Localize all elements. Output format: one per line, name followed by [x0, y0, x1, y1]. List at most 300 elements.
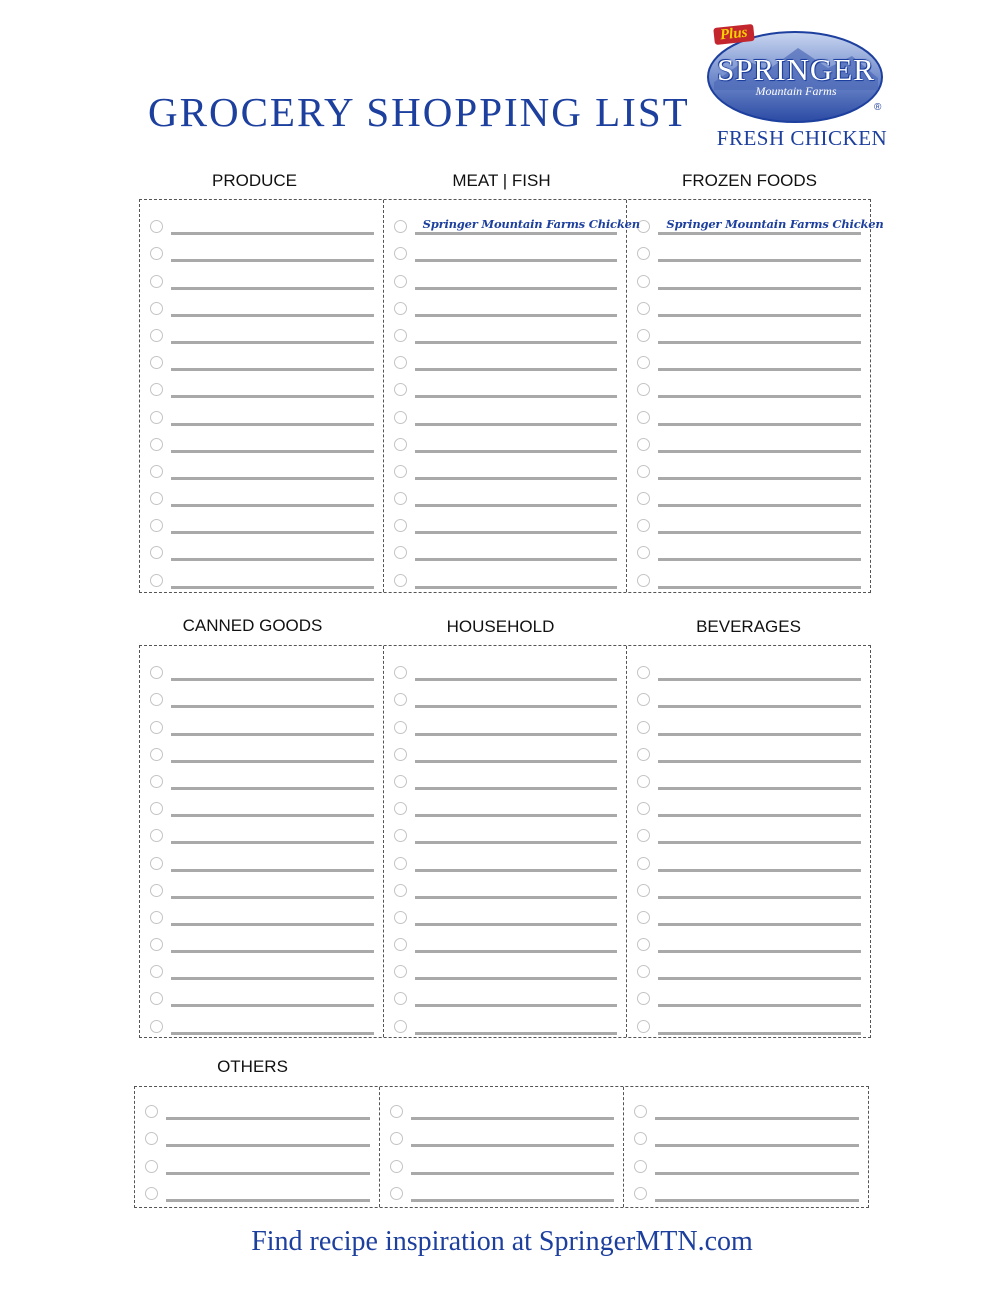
checkbox-circle[interactable]: [150, 492, 163, 505]
write-in-line[interactable]: [415, 798, 618, 817]
list-column: [140, 200, 383, 592]
list-item: [140, 844, 383, 871]
write-in-line[interactable]: [415, 243, 618, 262]
list-column: [626, 646, 870, 1037]
write-in-line[interactable]: [415, 880, 618, 899]
write-in-line[interactable]: [171, 907, 374, 926]
write-in-line[interactable]: [658, 461, 861, 480]
write-in-line[interactable]: [658, 662, 861, 681]
write-in-line[interactable]: [415, 542, 618, 561]
list-item: [380, 1093, 624, 1120]
write-in-line[interactable]: [415, 298, 618, 317]
list-item: [627, 953, 870, 980]
checkbox-circle[interactable]: [145, 1105, 158, 1118]
write-in-line[interactable]: [415, 352, 618, 371]
list-item: [140, 790, 383, 817]
write-in-line[interactable]: [171, 352, 374, 371]
checkbox-circle[interactable]: [150, 329, 163, 342]
list-item: [140, 480, 383, 507]
write-in-line[interactable]: [411, 1156, 615, 1175]
list-item: [627, 872, 870, 899]
list-item: [627, 453, 870, 480]
checkbox-circle[interactable]: [150, 546, 163, 559]
list-item: [135, 1147, 379, 1174]
write-in-line[interactable]: [415, 771, 618, 790]
write-in-line[interactable]: [655, 1128, 859, 1147]
list-item: [384, 708, 627, 735]
page-title: GROCERY SHOPPING LIST: [148, 89, 690, 135]
list-item: [384, 872, 627, 899]
checkbox-circle[interactable]: [394, 247, 407, 260]
list-item: [135, 1175, 379, 1202]
checkbox-circle[interactable]: [637, 775, 650, 788]
list-item: [140, 426, 383, 453]
checkbox-circle[interactable]: [637, 802, 650, 815]
section-title-meat-fish: MEAT | FISH: [452, 171, 551, 190]
write-in-line[interactable]: [171, 325, 374, 344]
checkbox-circle[interactable]: [150, 693, 163, 706]
write-in-line[interactable]: [415, 434, 618, 453]
list-item: [140, 708, 383, 735]
write-in-line[interactable]: [658, 216, 884, 235]
checkbox-circle[interactable]: [145, 1187, 158, 1200]
checkbox-circle[interactable]: [150, 438, 163, 451]
write-in-line[interactable]: [415, 461, 618, 480]
write-in-line[interactable]: [658, 352, 861, 371]
write-in-line[interactable]: [171, 379, 374, 398]
list-item: [627, 371, 870, 398]
checkbox-circle[interactable]: [394, 383, 407, 396]
list-item: [624, 1093, 868, 1120]
write-in-line[interactable]: [658, 488, 861, 507]
list-item: [380, 1175, 624, 1202]
write-in-line[interactable]: [171, 271, 374, 290]
list-item: [140, 817, 383, 844]
list-item: [627, 235, 870, 262]
write-in-line[interactable]: [415, 988, 618, 1007]
write-in-line[interactable]: [171, 243, 374, 262]
checkbox-circle[interactable]: [394, 693, 407, 706]
list-column: [383, 200, 640, 592]
list-item: [384, 290, 627, 317]
write-in-line[interactable]: [658, 934, 861, 953]
write-in-line[interactable]: [658, 1016, 861, 1035]
list-item: [624, 1175, 868, 1202]
checkbox-circle[interactable]: [637, 748, 650, 761]
write-in-line[interactable]: [171, 717, 374, 736]
list-item: [140, 899, 383, 926]
write-in-line[interactable]: [171, 744, 374, 763]
write-in-line[interactable]: [415, 379, 618, 398]
checkbox-circle[interactable]: [394, 302, 407, 315]
list-item: [140, 371, 383, 398]
write-in-line[interactable]: [415, 1016, 618, 1035]
write-in-line[interactable]: [415, 934, 618, 953]
write-in-line[interactable]: [171, 1016, 374, 1035]
checkbox-circle[interactable]: [394, 721, 407, 734]
list-column: [135, 1087, 379, 1207]
list-item: [384, 681, 627, 708]
write-in-line[interactable]: [166, 1101, 370, 1120]
list-item: [384, 507, 627, 534]
checkbox-circle[interactable]: [637, 666, 650, 679]
list-item: [140, 262, 383, 289]
checkbox-circle[interactable]: [394, 519, 407, 532]
list-item: [384, 817, 627, 844]
write-in-line[interactable]: [658, 798, 861, 817]
list-item: [380, 1147, 624, 1174]
checkbox-circle[interactable]: [637, 857, 650, 870]
list-column: [383, 646, 627, 1037]
write-in-line[interactable]: [166, 1183, 370, 1202]
write-in-line[interactable]: [658, 243, 861, 262]
checkbox-circle[interactable]: [637, 693, 650, 706]
checkbox-circle[interactable]: [150, 829, 163, 842]
list-item: [140, 561, 383, 588]
write-in-line[interactable]: [411, 1128, 615, 1147]
checkbox-circle[interactable]: [150, 275, 163, 288]
checkbox-circle[interactable]: [637, 356, 650, 369]
checkbox-circle[interactable]: [150, 247, 163, 260]
write-in-line[interactable]: [658, 542, 861, 561]
checkbox-circle[interactable]: [150, 302, 163, 315]
list-item: [627, 317, 870, 344]
write-in-line[interactable]: [166, 1128, 370, 1147]
checkbox-circle[interactable]: [394, 220, 407, 233]
write-in-line[interactable]: [658, 853, 861, 872]
checkbox-circle[interactable]: [150, 775, 163, 788]
write-in-line[interactable]: [411, 1101, 615, 1120]
list-item: [140, 507, 383, 534]
list-item: [140, 290, 383, 317]
write-in-line[interactable]: [658, 988, 861, 1007]
checkbox-circle[interactable]: [150, 802, 163, 815]
list-item: [627, 763, 870, 790]
write-in-line[interactable]: [171, 662, 374, 681]
checkbox-circle[interactable]: [150, 992, 163, 1005]
checkbox-circle[interactable]: [394, 748, 407, 761]
checkbox-circle[interactable]: [150, 1020, 163, 1033]
write-in-line[interactable]: [658, 407, 861, 426]
list-item: [380, 1120, 624, 1147]
section-title-beverages: BEVERAGES: [696, 617, 801, 636]
write-in-line[interactable]: [171, 689, 374, 708]
checkbox-circle[interactable]: [150, 911, 163, 924]
write-in-line[interactable]: [171, 961, 374, 980]
write-in-line[interactable]: [415, 325, 618, 344]
list-item: [140, 681, 383, 708]
list-item: [627, 262, 870, 289]
write-in-line[interactable]: [658, 379, 861, 398]
write-in-line[interactable]: [658, 907, 861, 926]
list-item: [384, 790, 627, 817]
list-item: [135, 1120, 379, 1147]
checkbox-circle[interactable]: [637, 911, 650, 924]
write-in-line[interactable]: [171, 853, 374, 872]
logo-registered: ®: [874, 102, 882, 113]
prefilled-item-text: Springer Mountain Farms Chicken: [422, 217, 640, 232]
write-in-line[interactable]: [658, 771, 861, 790]
list-item: [627, 817, 870, 844]
list-column: [626, 200, 884, 592]
checkbox-circle[interactable]: [394, 911, 407, 924]
checkbox-circle[interactable]: [150, 465, 163, 478]
write-in-line[interactable]: [171, 798, 374, 817]
checkbox-circle[interactable]: [637, 546, 650, 559]
checkbox-circle[interactable]: [394, 492, 407, 505]
checkbox-circle[interactable]: [150, 938, 163, 951]
checkbox-circle[interactable]: [394, 275, 407, 288]
checkbox-circle[interactable]: [394, 965, 407, 978]
list-item: [384, 736, 627, 763]
write-in-line[interactable]: [415, 515, 618, 534]
write-in-line[interactable]: [658, 825, 861, 844]
write-in-line[interactable]: [166, 1156, 370, 1175]
write-in-line[interactable]: [171, 407, 374, 426]
checkbox-circle[interactable]: [637, 992, 650, 1005]
checkbox-circle[interactable]: [637, 829, 650, 842]
list-item: [135, 1093, 379, 1120]
write-in-line[interactable]: [415, 271, 618, 290]
list-item: [627, 980, 870, 1007]
list-item: [627, 708, 870, 735]
checkbox-circle[interactable]: [637, 247, 650, 260]
checkbox-circle[interactable]: [637, 965, 650, 978]
list-item: [627, 208, 884, 235]
write-in-line[interactable]: [415, 961, 618, 980]
checkbox-circle[interactable]: [394, 938, 407, 951]
write-in-line[interactable]: [171, 542, 374, 561]
list-item: [627, 480, 870, 507]
checkbox-circle[interactable]: [394, 574, 407, 587]
list-item: [384, 317, 627, 344]
write-in-line[interactable]: [171, 825, 374, 844]
checkbox-circle[interactable]: [150, 884, 163, 897]
write-in-line[interactable]: [171, 880, 374, 899]
list-item: [384, 763, 627, 790]
checkbox-circle[interactable]: [150, 721, 163, 734]
checkbox-circle[interactable]: [637, 1020, 650, 1033]
checkbox-circle[interactable]: [394, 465, 407, 478]
list-item: [140, 398, 383, 425]
checkbox-circle[interactable]: [637, 302, 650, 315]
checkbox-circle[interactable]: [145, 1160, 158, 1173]
checkbox-circle[interactable]: [394, 857, 407, 870]
checkbox-circle[interactable]: [390, 1132, 403, 1145]
list-column: [623, 1087, 868, 1207]
checkbox-circle[interactable]: [150, 411, 163, 424]
list-item: [384, 844, 627, 871]
write-in-line[interactable]: [658, 325, 861, 344]
checkbox-circle[interactable]: [150, 965, 163, 978]
write-in-line[interactable]: [171, 434, 374, 453]
list-item: [627, 790, 870, 817]
list-item: [140, 534, 383, 561]
list-item: [627, 561, 870, 588]
list-item: [384, 953, 627, 980]
write-in-line[interactable]: [411, 1183, 615, 1202]
list-item: [384, 654, 627, 681]
write-in-line[interactable]: [658, 434, 861, 453]
list-item: [140, 763, 383, 790]
write-in-line[interactable]: [658, 717, 861, 736]
write-in-line[interactable]: [655, 1156, 859, 1175]
write-in-line[interactable]: [171, 988, 374, 1007]
list-item: [140, 736, 383, 763]
list-item: [627, 344, 870, 371]
write-in-line[interactable]: [415, 853, 618, 872]
logo-plus-badge: Plus: [713, 24, 754, 45]
write-in-line[interactable]: [415, 744, 618, 763]
checkbox-circle[interactable]: [150, 519, 163, 532]
checkbox-circle[interactable]: [390, 1160, 403, 1173]
checkbox-circle[interactable]: [634, 1187, 647, 1200]
checkbox-circle[interactable]: [150, 383, 163, 396]
checkbox-circle[interactable]: [637, 329, 650, 342]
list-item: [140, 1007, 383, 1034]
checkbox-circle[interactable]: [637, 938, 650, 951]
list-item: [140, 344, 383, 371]
checkbox-circle[interactable]: [637, 275, 650, 288]
checkbox-circle[interactable]: [637, 438, 650, 451]
write-in-line[interactable]: [658, 570, 861, 589]
write-in-line[interactable]: [658, 515, 861, 534]
middle-list-grid: [139, 645, 871, 1038]
checkbox-circle[interactable]: [150, 356, 163, 369]
springer-logo: [704, 24, 890, 150]
write-in-line[interactable]: [658, 744, 861, 763]
checkbox-circle[interactable]: [394, 356, 407, 369]
logo-tagline: Mountain Farms: [755, 84, 837, 98]
checkbox-circle[interactable]: [150, 220, 163, 233]
write-in-line[interactable]: [171, 488, 374, 507]
checkbox-circle[interactable]: [634, 1105, 647, 1118]
list-item: [627, 426, 870, 453]
write-in-line[interactable]: [415, 407, 618, 426]
logo-subtitle: FRESH CHICKEN: [716, 126, 888, 150]
checkbox-circle[interactable]: [394, 438, 407, 451]
write-in-line[interactable]: [415, 717, 618, 736]
list-item: [140, 980, 383, 1007]
list-item: [624, 1120, 868, 1147]
write-in-line[interactable]: [658, 961, 861, 980]
list-item: [140, 235, 383, 262]
write-in-line[interactable]: [655, 1183, 859, 1202]
list-item: [627, 844, 870, 871]
write-in-line[interactable]: [171, 461, 374, 480]
write-in-line[interactable]: [415, 488, 618, 507]
checkbox-circle[interactable]: [394, 992, 407, 1005]
others-list-grid: [134, 1086, 869, 1208]
checkbox-circle[interactable]: [394, 829, 407, 842]
write-in-line[interactable]: [171, 771, 374, 790]
list-item: [384, 235, 627, 262]
list-item: [384, 344, 627, 371]
list-item: [627, 1007, 870, 1034]
checkbox-circle[interactable]: [394, 884, 407, 897]
checkbox-circle[interactable]: [394, 775, 407, 788]
checkbox-circle[interactable]: [637, 383, 650, 396]
write-in-line[interactable]: [415, 825, 618, 844]
checkbox-circle[interactable]: [150, 748, 163, 761]
section-title-household: HOUSEHOLD: [446, 617, 555, 636]
checkbox-circle[interactable]: [394, 802, 407, 815]
checkbox-circle[interactable]: [390, 1187, 403, 1200]
list-item: [627, 507, 870, 534]
logo-brand: SPRINGER: [717, 52, 875, 87]
checkbox-circle[interactable]: [150, 666, 163, 679]
write-in-line[interactable]: [415, 662, 618, 681]
checkbox-circle[interactable]: [150, 574, 163, 587]
write-in-line[interactable]: [415, 907, 618, 926]
checkbox-circle[interactable]: [394, 411, 407, 424]
checkbox-circle[interactable]: [637, 884, 650, 897]
write-in-line[interactable]: [171, 216, 374, 235]
prefilled-item-text: Springer Mountain Farms Chicken: [666, 217, 884, 232]
write-in-line[interactable]: [171, 570, 374, 589]
list-item: [140, 654, 383, 681]
list-column: [379, 1087, 624, 1207]
checkbox-circle[interactable]: [394, 666, 407, 679]
checkbox-circle[interactable]: [637, 411, 650, 424]
checkbox-circle[interactable]: [634, 1132, 647, 1145]
write-in-line[interactable]: [415, 216, 640, 235]
checkbox-circle[interactable]: [634, 1160, 647, 1173]
list-item: [384, 1007, 627, 1034]
list-item: [384, 980, 627, 1007]
list-item: [140, 453, 383, 480]
list-item: [627, 654, 870, 681]
checkbox-circle[interactable]: [637, 492, 650, 505]
write-in-line[interactable]: [415, 570, 618, 589]
list-item: [624, 1147, 868, 1174]
list-item: [384, 398, 627, 425]
write-in-line[interactable]: [658, 880, 861, 899]
checkbox-circle[interactable]: [390, 1105, 403, 1118]
checkbox-circle[interactable]: [394, 546, 407, 559]
list-item: [627, 398, 870, 425]
list-item: [140, 926, 383, 953]
list-item: [384, 534, 627, 561]
checkbox-circle[interactable]: [394, 1020, 407, 1033]
write-in-line[interactable]: [171, 934, 374, 953]
list-item: [627, 534, 870, 561]
list-item: [627, 899, 870, 926]
write-in-line[interactable]: [171, 515, 374, 534]
checkbox-circle[interactable]: [394, 329, 407, 342]
write-in-line[interactable]: [658, 271, 861, 290]
write-in-line[interactable]: [658, 298, 861, 317]
write-in-line[interactable]: [658, 689, 861, 708]
checkbox-circle[interactable]: [150, 857, 163, 870]
checkbox-circle[interactable]: [637, 721, 650, 734]
list-item: [384, 208, 640, 235]
list-item: [627, 926, 870, 953]
list-item: [384, 899, 627, 926]
section-title-frozen-foods: FROZEN FOODS: [681, 171, 818, 190]
write-in-line[interactable]: [415, 689, 618, 708]
checkbox-circle[interactable]: [637, 574, 650, 587]
list-column: [140, 646, 383, 1037]
section-title-canned-goods: CANNED GOODS: [182, 616, 323, 635]
write-in-line[interactable]: [171, 298, 374, 317]
checkbox-circle[interactable]: [145, 1132, 158, 1145]
list-item: [627, 290, 870, 317]
section-title-others: OTHERS: [217, 1057, 288, 1076]
write-in-line[interactable]: [655, 1101, 859, 1120]
checkbox-circle[interactable]: [637, 519, 650, 532]
checkbox-circle[interactable]: [637, 465, 650, 478]
